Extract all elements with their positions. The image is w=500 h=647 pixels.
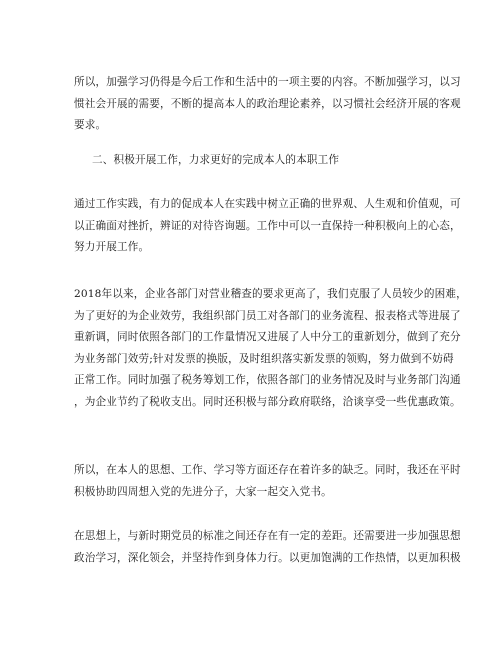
text-line: ，为企业节约了税收支出。同时还积极与部分政府联络，洽谈享受一些优惠政策。 [74, 395, 461, 408]
paragraph-ideology [74, 526, 461, 569]
text-line: 2018年以来，企业各部门对营业稽查的要求更高了，我们克服了人员较少的困难， [74, 288, 467, 300]
paragraph-shortcomings [74, 460, 461, 503]
text-line: 积极协助四周想入党的先进分子，大家一起交入党书。 [74, 485, 332, 498]
text-line: 惯社会开展的需要，不断的提高本人的政治理论素养，以习惯社会经济开展的客观 [74, 97, 461, 110]
text-line: 所以，加强学习仍得是今后工作和生活中的一项主要的内容。不断加强学习，以习 [74, 76, 461, 88]
text-line: 重新调，同时依照各部门的工作量情况又进展了人中分工的重新划分，做到了充分 [74, 331, 461, 343]
text-line: 在思想上，与新时期党员的标准之间还存在有一定的差距。还需要进一步加强思想 [74, 530, 461, 542]
paragraph-practice [74, 194, 461, 259]
text-line: 政治学习，深化领会，并坚持作到身体力行。以更加饱满的工作热情，以更加积极 [74, 551, 461, 564]
text-line: 为业务部门效劳;针对发票的换版，及时组织落实新发票的领购，努力做到不妨碍 [74, 352, 454, 365]
paragraph-work-2018 [74, 284, 467, 413]
text-line: 努力开展工作。 [74, 241, 150, 253]
section-heading: 二、积极开展工作，力求更好的完成本人的本职工作 [92, 154, 340, 166]
paragraph-study [74, 72, 461, 137]
text-line: 要求。 [74, 119, 107, 131]
text-line: 为了更好的为企业效劳，我组织部门员工对各部门的业务流程、报表格式等进展了 [74, 309, 461, 322]
text-line: 正常工作。同时加强了税务筹划工作，依照各部门的业务情况及时与业务部门沟通 [74, 374, 461, 386]
text-line: 通过工作实践，有力的促成本人在实践中树立正确的世界观、人生观和价值观，可 [74, 198, 461, 210]
text-line: 以正确面对挫折，辨证的对待咨询题。工作中可以一直保持一种积极向上的心态， [74, 219, 461, 232]
text-line: 所以，在本人的思想、工作、学习等方面还存在着许多的缺乏。同时，我还在平时 [74, 464, 461, 476]
